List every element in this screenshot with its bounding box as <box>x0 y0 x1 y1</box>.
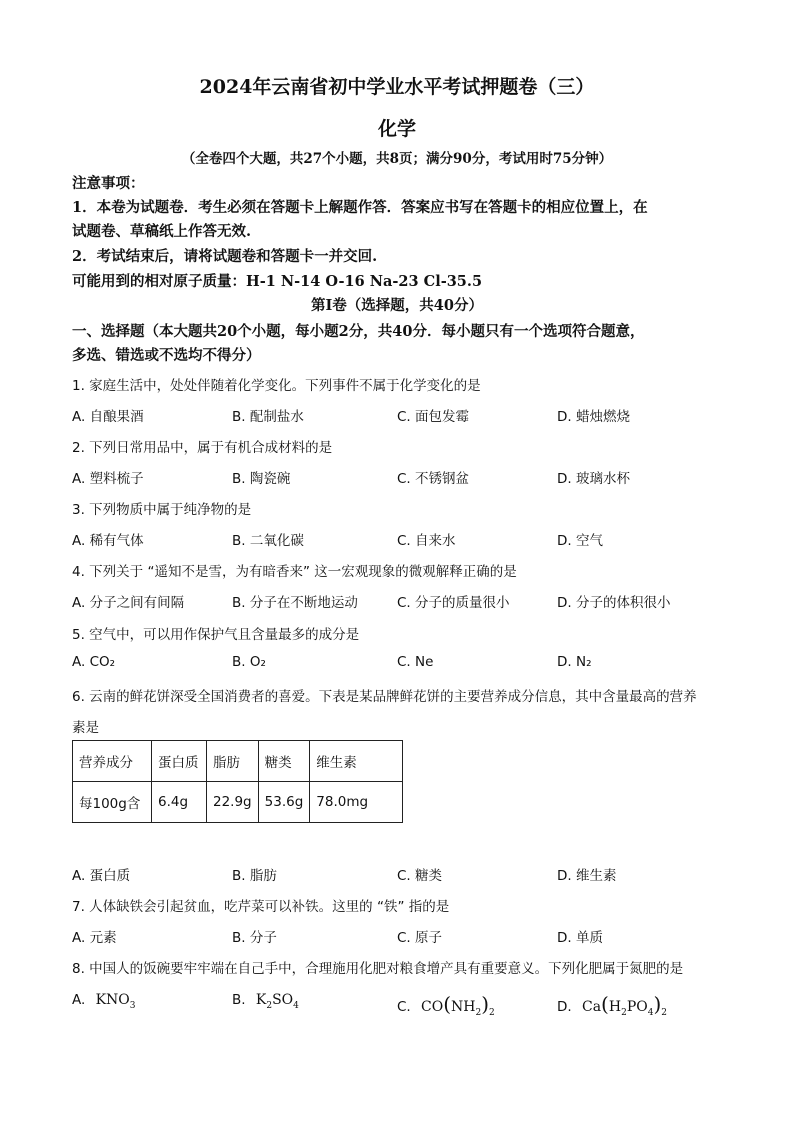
table-row <box>73 782 403 823</box>
question-7-stem: 7. 人体缺铁会引起贫血，吃芹菜可以补铁。这里的 “铁” 指的是 <box>72 899 450 915</box>
formula-calcium-phosphate: $Ca(H_2PO_4)_2$ <box>581 992 667 1018</box>
formula-kno3: $KNO_3$ <box>95 992 136 1011</box>
notes-heading: 注意事项： <box>72 175 145 192</box>
option-letter: D. <box>557 999 572 1015</box>
q3-option-b[interactable]: B. 二氧化碳 <box>232 533 304 549</box>
q6-option-a[interactable]: A. 蛋白质 <box>72 868 131 884</box>
question-2-stem: 2. 下列日常用品中，属于有机合成材料的是 <box>72 440 333 456</box>
q7-option-a[interactable]: A. 元素 <box>72 930 117 946</box>
question-6-stem-line1: 6. 云南的鲜花饼深受全国消费者的喜爱。下表是某品牌鲜花饼的主要营养成分信息，其中含量最高的营养 <box>72 689 697 705</box>
question-6-stem-line2: 素是 <box>72 720 99 736</box>
question-1-stem: 1. 家庭生活中，处处伴随着化学变化。下列事件不属于化学变化的是 <box>72 378 481 394</box>
q2-option-c[interactable]: C. 不锈钢盆 <box>397 471 470 487</box>
q2-option-a[interactable]: A. 塑料梳子 <box>72 471 144 487</box>
q7-option-d[interactable]: D. 单质 <box>557 930 603 946</box>
q4-option-b[interactable]: B. 分子在不断地运动 <box>232 595 358 611</box>
question-5-stem: 5. 空气中，可以用作保护气且含量最多的成分是 <box>72 627 360 643</box>
q1-option-a[interactable]: A. 自酿果酒 <box>72 409 144 425</box>
question-3-stem: 3. 下列物质中属于纯净物的是 <box>72 502 252 518</box>
q5-option-b[interactable]: B. O₂ <box>232 654 266 670</box>
table-header-cell: 蛋白质 <box>152 741 207 782</box>
table-cell: 78.0mg <box>310 782 403 823</box>
note-1-line2: 试题卷、草稿纸上作答无效. <box>72 223 252 240</box>
q6-option-d[interactable]: D. 维生素 <box>557 868 617 884</box>
option-letter: C. <box>397 999 411 1015</box>
table-cell: 6.4g <box>152 782 207 823</box>
q1-option-d[interactable]: D. 蜡烛燃烧 <box>557 409 630 425</box>
q3-option-a[interactable]: A. 稀有气体 <box>72 533 144 549</box>
q8-option-c[interactable] <box>397 992 495 1018</box>
q8-option-b[interactable] <box>232 992 299 1011</box>
q5-option-d[interactable]: D. N₂ <box>557 654 592 670</box>
q6-option-b[interactable]: B. 脂肪 <box>232 868 277 884</box>
note-2: 2．考试结束后，请将试题卷和答题卡一并交回. <box>72 248 378 265</box>
table-header-cell: 营养成分 <box>73 741 152 782</box>
q5-option-c[interactable]: C. Ne <box>397 654 434 670</box>
table-cell: 22.9g <box>207 782 259 823</box>
option-letter: B. <box>232 992 246 1008</box>
q8-option-a[interactable] <box>72 992 136 1011</box>
part1-title: 第Ⅰ卷（选择题，共40分） <box>311 297 483 314</box>
q7-option-b[interactable]: B. 分子 <box>232 930 277 946</box>
table-header-cell: 糖类 <box>258 741 310 782</box>
table-header-row <box>73 741 403 782</box>
q7-option-c[interactable]: C. 原子 <box>397 930 443 946</box>
q4-option-a[interactable]: A. 分子之间有间隔 <box>72 595 185 611</box>
q4-option-d[interactable]: D. 分子的体积很小 <box>557 595 671 611</box>
formula-k2so4: $K_2SO_4$ <box>255 992 299 1011</box>
q2-option-b[interactable]: B. 陶瓷碗 <box>232 471 291 487</box>
q5-option-a[interactable]: A. CO₂ <box>72 654 116 670</box>
note-1-line1: 1．本卷为试题卷．考生必须在答题卡上解题作答．答案应书写在答题卡的相应位置上，在 <box>72 199 648 216</box>
exam-title: 2024年云南省初中学业水平考试押题卷（三） <box>199 76 595 98</box>
q1-option-c[interactable]: C. 面包发霉 <box>397 409 470 425</box>
exam-info: （全卷四个大题，共27个小题，共8页；满分90分，考试用时75分钟） <box>181 151 613 167</box>
formula-urea: $CO(NH_2)_2$ <box>421 992 495 1018</box>
atomic-mass-line: 可能用到的相对原子质量：H-1 N-14 O-16 Na-23 Cl-35.5 <box>72 273 483 290</box>
q1-option-b[interactable]: B. 配制盐水 <box>232 409 304 425</box>
q4-option-c[interactable]: C. 分子的质量很小 <box>397 595 510 611</box>
q2-option-d[interactable]: D. 玻璃水杯 <box>557 471 630 487</box>
q3-option-d[interactable]: D. 空气 <box>557 533 603 549</box>
section-heading-line2: 多选、错选或不选均不得分） <box>72 347 261 364</box>
q6-option-c[interactable]: C. 糖类 <box>397 868 443 884</box>
nutrition-table <box>72 740 403 823</box>
question-4-stem: 4. 下列关于 “遥知不是雪，为有暗香来” 这一宏观现象的微观解释正确的是 <box>72 564 517 580</box>
table-header-cell: 维生素 <box>310 741 403 782</box>
section-heading-line1: 一、选择题（本大题共20个小题，每小题2分，共40分．每小题只有一个选项符合题意， <box>72 323 645 340</box>
question-8-stem: 8. 中国人的饭碗要牢牢端在自己手中，合理施用化肥对粮食增产具有重要意义。下列化肥属于氮肥的是 <box>72 961 684 977</box>
q3-option-c[interactable]: C. 自来水 <box>397 533 456 549</box>
option-letter: A. <box>72 992 86 1008</box>
table-cell: 每100g含 <box>73 782 152 823</box>
table-header-cell: 脂肪 <box>207 741 259 782</box>
subject-title: 化学 <box>377 118 416 140</box>
q8-option-d[interactable] <box>557 992 667 1018</box>
table-cell: 53.6g <box>258 782 310 823</box>
